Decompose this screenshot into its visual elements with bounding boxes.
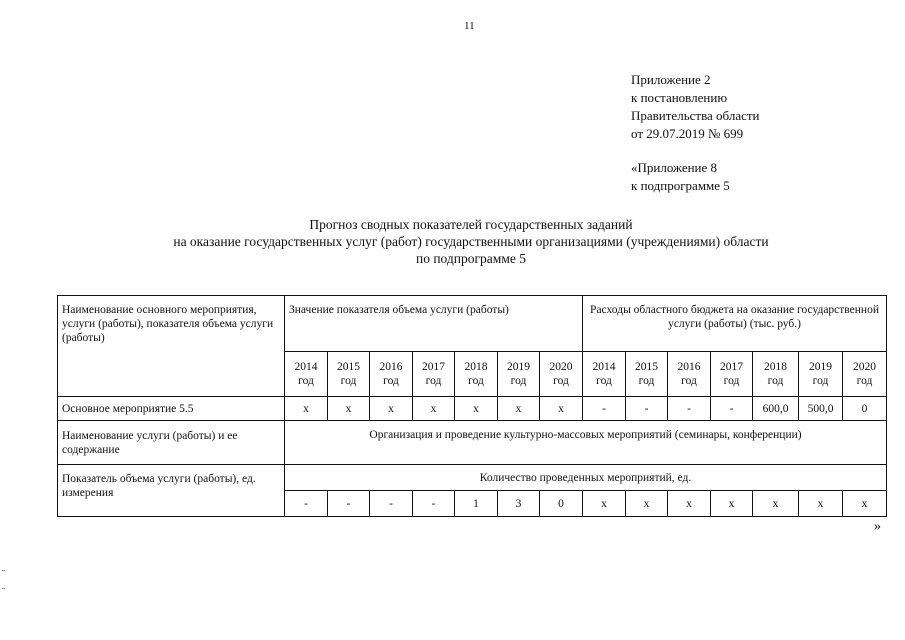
forecast-table	[57, 295, 887, 517]
service-name-cell: Наименование услуги (работы) и ее содержание	[58, 421, 285, 465]
header-main-cell: Наименование основного мероприятия, услуги (работы), показателя объема услуги (работы)	[58, 296, 285, 397]
year-value: 2014	[294, 361, 318, 373]
indicator-value-cell: х	[753, 491, 799, 517]
year-value: 2016	[379, 361, 403, 373]
year-suffix: год	[553, 375, 569, 387]
appendix-line: «Приложение 8	[631, 160, 718, 175]
year-suffix: год	[812, 375, 829, 387]
year-header-cell	[711, 352, 753, 397]
measure-value-cell: -	[626, 397, 668, 421]
year-value: 2015	[635, 361, 659, 373]
indicator-content-cell: Количество проведенных мероприятий, ед.	[285, 465, 887, 491]
measure-value-cell: х	[498, 397, 540, 421]
year-header-cell	[413, 352, 455, 397]
year-suffix: год	[425, 375, 442, 387]
indicator-value-cell: 3	[498, 491, 540, 517]
appendix-block	[631, 71, 760, 195]
title-line: по подпрограмме 5	[415, 251, 526, 266]
year-suffix: год	[383, 375, 399, 387]
measure-value-cell: -	[583, 397, 626, 421]
page-number: 11	[464, 20, 475, 32]
indicator-value-cell: -	[370, 491, 413, 517]
year-header-cell	[370, 352, 413, 397]
measure-value-cell: х	[540, 397, 583, 421]
year-header-cell	[540, 352, 583, 397]
document-title	[0, 216, 905, 267]
year-value: 2018	[464, 361, 488, 373]
year-value: 2019	[809, 361, 833, 373]
measure-value-cell: х	[328, 397, 370, 421]
year-suffix: год	[510, 375, 527, 387]
indicator-value-cell: х	[711, 491, 753, 517]
year-suffix: год	[767, 375, 784, 387]
year-header-cell	[843, 352, 887, 397]
indicator-value-cell: х	[668, 491, 711, 517]
year-value: 2019	[507, 361, 530, 373]
measure-value-cell: х	[413, 397, 455, 421]
year-value: 2015	[337, 361, 360, 373]
indicator-value-cell: 1	[455, 491, 498, 517]
header-expenses-cell: Расходы областного бюджета на оказание государственной услуги (работы) (тыс. руб.)	[583, 296, 887, 352]
year-header-cell	[668, 352, 711, 397]
service-content-cell: Организация и проведение культурно-массовых мероприятий (семинары, конференции)	[285, 421, 887, 465]
year-suffix: год	[638, 375, 655, 387]
year-header-cell	[285, 352, 328, 397]
year-value: 2020	[549, 361, 573, 373]
scan-mark	[2, 588, 5, 589]
measure-value-cell: -	[668, 397, 711, 421]
header-volume-cell: Значение показателя объема услуги (работы)	[285, 296, 583, 352]
indicator-value-cell: -	[285, 491, 328, 517]
year-value: 2016	[677, 361, 701, 373]
year-header-cell	[498, 352, 540, 397]
year-suffix: год	[681, 375, 697, 387]
year-suffix: год	[298, 375, 314, 387]
appendix-line: Приложение 2	[631, 72, 711, 87]
measure-value-cell: х	[285, 397, 328, 421]
year-value: 2018	[764, 361, 788, 373]
indicator-name-cell: Показатель объема услуги (работы), ед. измерения	[58, 465, 285, 517]
measure-value-cell: 500,0	[799, 397, 843, 421]
year-value: 2017	[720, 361, 744, 373]
closing-quote: »	[874, 519, 881, 534]
indicator-value-cell: х	[799, 491, 843, 517]
appendix-line: от 29.07.2019 № 699	[631, 126, 744, 141]
year-header-cell	[583, 352, 626, 397]
year-header-cell	[455, 352, 498, 397]
year-value: 2017	[422, 361, 445, 373]
scan-mark	[2, 570, 5, 571]
measure-value-cell: х	[455, 397, 498, 421]
indicator-value-cell: 0	[540, 491, 583, 517]
title-line: Прогноз сводных показателей государственных заданий	[309, 217, 633, 232]
year-suffix: год	[340, 375, 357, 387]
year-suffix: год	[596, 375, 612, 387]
year-header-cell	[753, 352, 799, 397]
appendix-line: к подпрограмме 5	[631, 178, 730, 193]
indicator-value-cell: -	[328, 491, 370, 517]
year-suffix: год	[723, 375, 740, 387]
measure-value-cell: х	[370, 397, 413, 421]
indicator-value-cell: х	[626, 491, 668, 517]
year-suffix: год	[468, 375, 484, 387]
appendix-line: к постановлению	[631, 90, 728, 105]
year-header-cell	[328, 352, 370, 397]
appendix-line: Правительства области	[631, 108, 760, 123]
measure-value-cell: -	[711, 397, 753, 421]
year-suffix: год	[856, 375, 873, 387]
indicator-value-cell: х	[583, 491, 626, 517]
year-value: 2020	[853, 361, 877, 373]
indicator-value-cell: х	[843, 491, 887, 517]
year-value: 2014	[592, 361, 616, 373]
year-header-cell	[626, 352, 668, 397]
year-header-cell	[799, 352, 843, 397]
title-line: на оказание государственных услуг (работ) государственными организациями (учреждениями) области	[173, 234, 769, 249]
measure-value-cell: 0	[843, 397, 887, 421]
measure-value-cell: 600,0	[753, 397, 799, 421]
indicator-value-cell: -	[413, 491, 455, 517]
measure-name-cell: Основное мероприятие 5.5	[58, 397, 285, 421]
